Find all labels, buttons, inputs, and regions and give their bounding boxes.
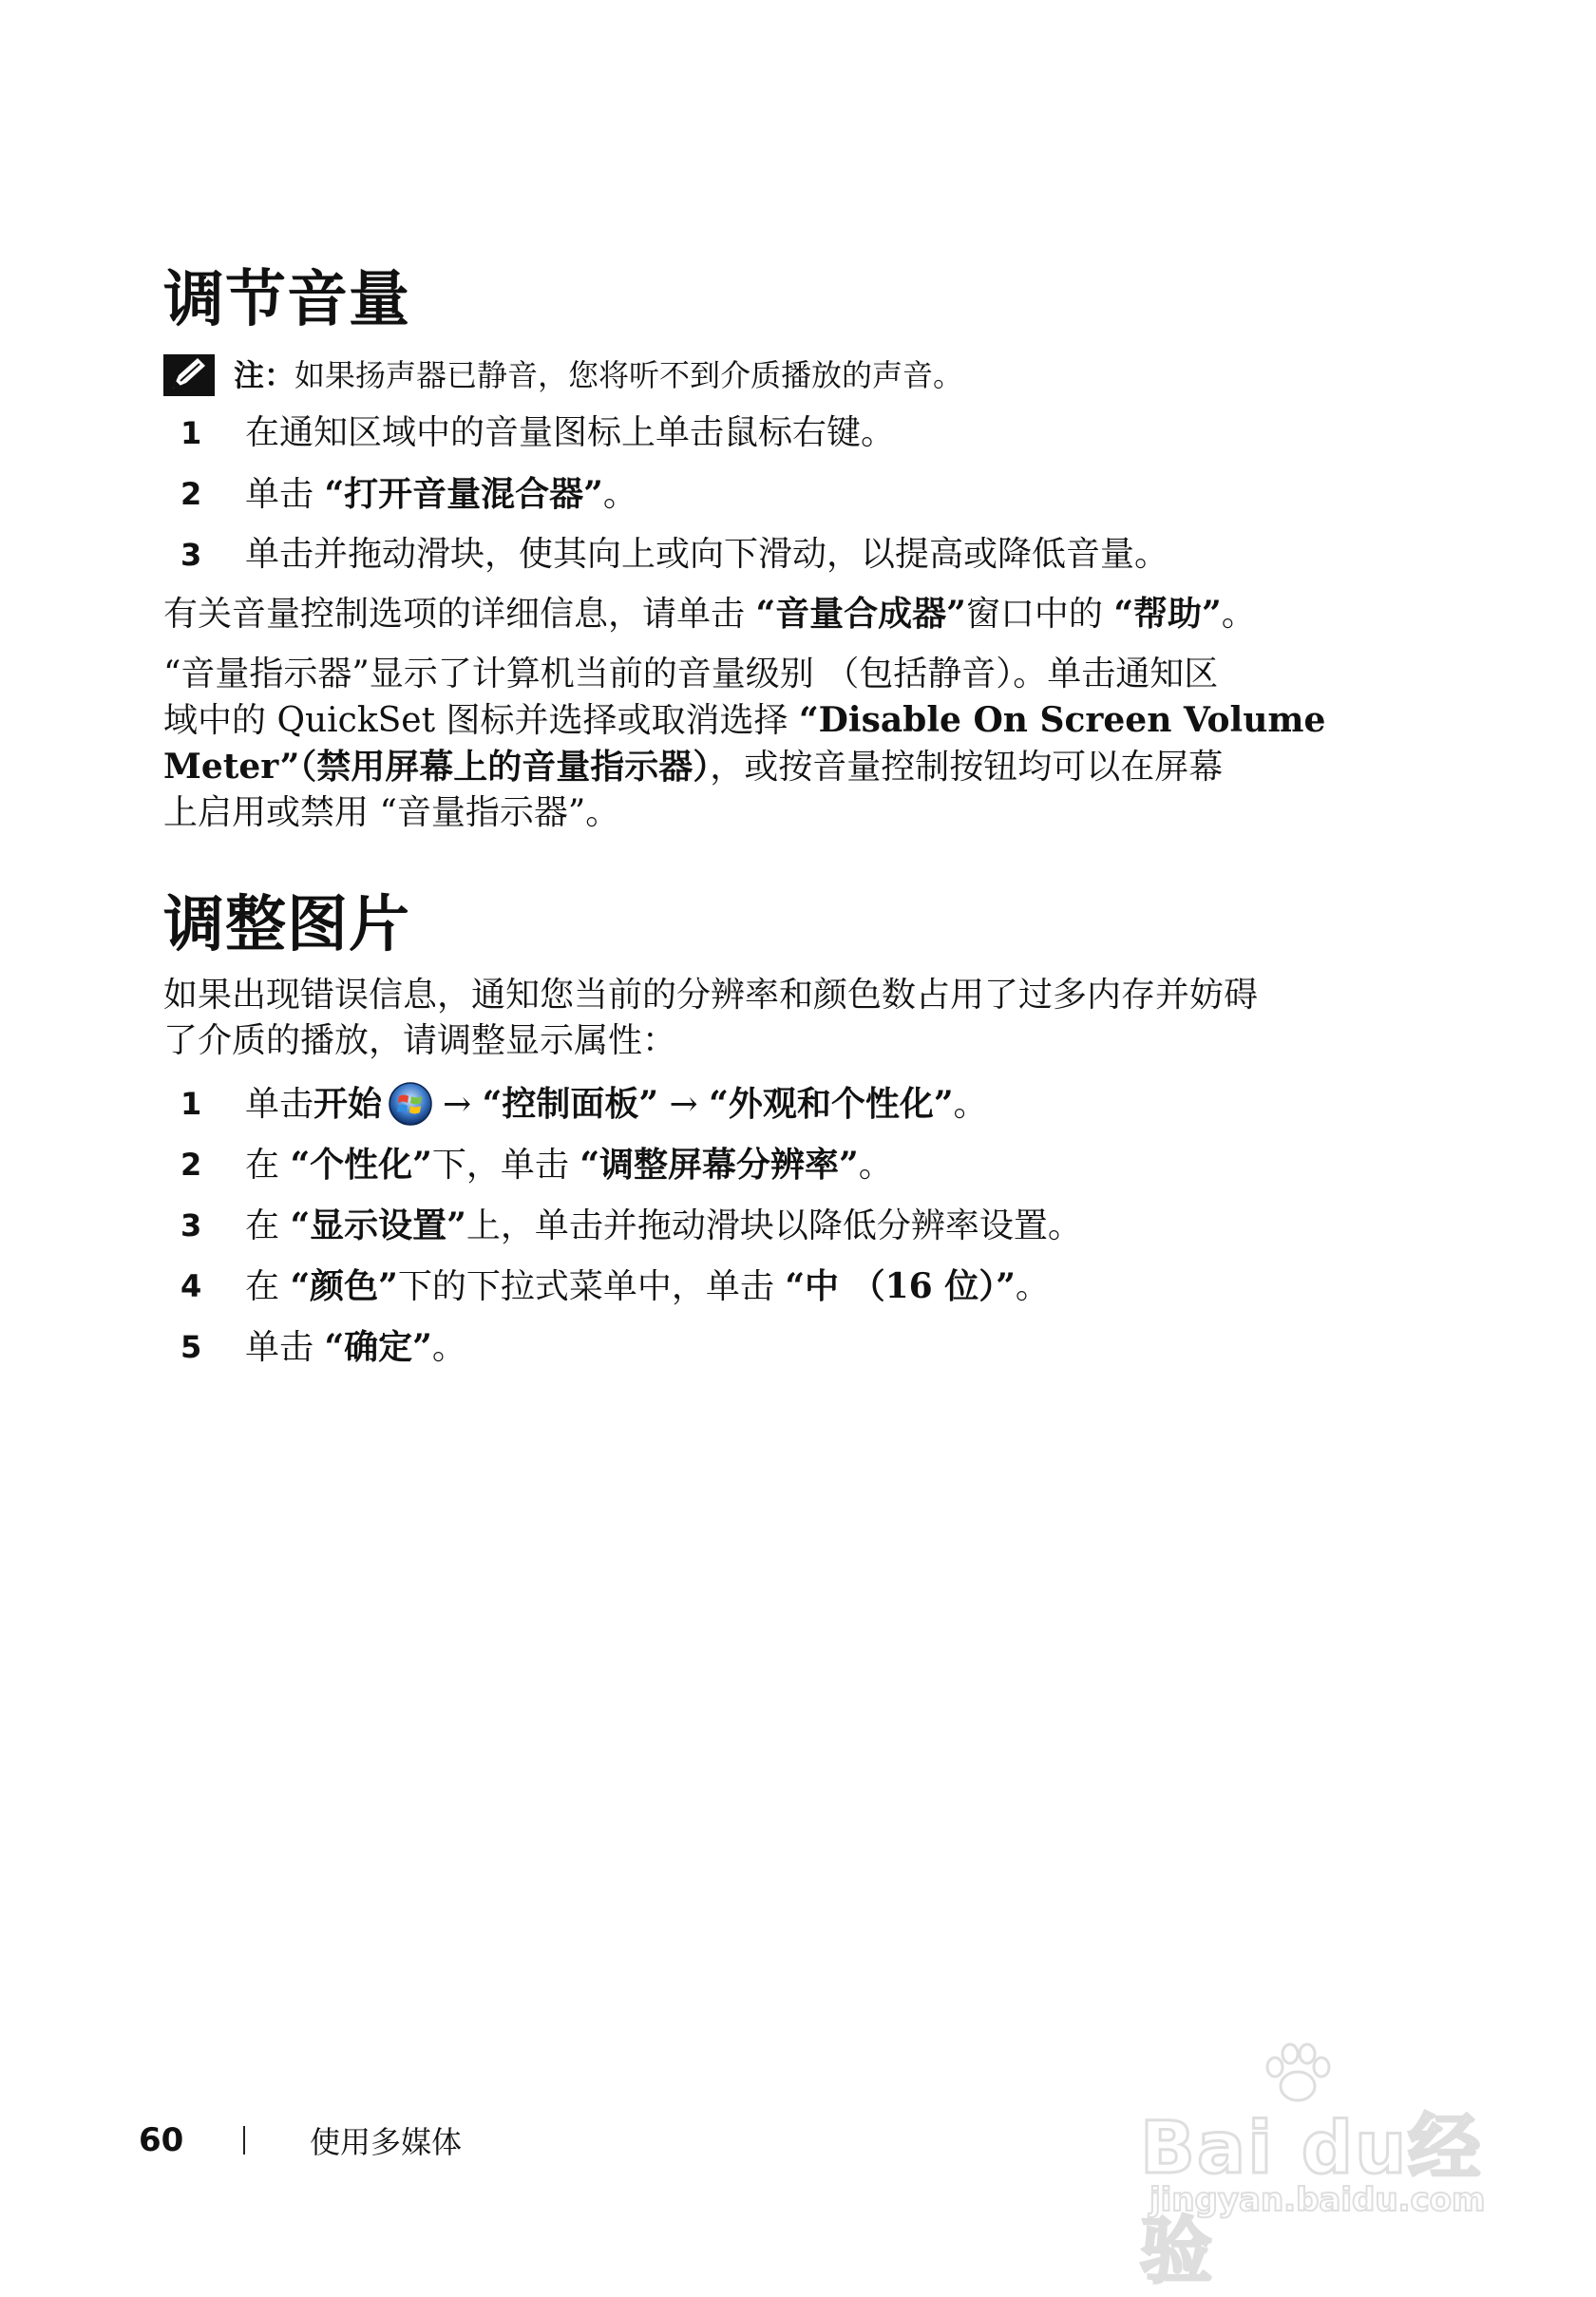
text: 单击	[245, 1084, 314, 1124]
note-label: 注：	[234, 357, 295, 393]
line	[163, 744, 1398, 790]
line: 上启用或禁用 “音量指示器”。	[163, 793, 620, 832]
step-text	[245, 471, 637, 518]
page-footer	[139, 2117, 462, 2164]
step-1	[180, 1079, 988, 1129]
text: 窗口中的	[965, 595, 1114, 634]
step-bold: “打开音量混合器”	[324, 473, 603, 514]
bold-text: Meter”（禁用屏幕上的音量指示器）	[163, 747, 711, 787]
line	[163, 697, 1398, 744]
step-text	[245, 1142, 893, 1188]
step-number: 2	[180, 476, 202, 512]
line: 了介质的播放，请调整显示属性：	[163, 1021, 677, 1060]
bold-text: “音量合成器”	[755, 594, 966, 634]
bold-text: “帮助”	[1113, 594, 1222, 634]
chapter-title: 使用多媒体	[310, 2124, 463, 2160]
step-1	[180, 408, 895, 458]
step-number: 1	[180, 415, 202, 451]
text: 。	[1221, 595, 1256, 634]
step-2	[180, 1140, 893, 1189]
line: “音量指示器”显示了计算机当前的音量级别 （包括静音）。单击通知区	[163, 655, 1219, 693]
step-3	[180, 1201, 1082, 1250]
step-text	[245, 1263, 1050, 1310]
bold-text: “控制面板”	[482, 1083, 659, 1124]
paragraph-volume-help	[163, 591, 1398, 637]
text: 。	[953, 1084, 988, 1124]
bold-text: “中 （16 位）”	[785, 1265, 1016, 1306]
text: 域中的 QuickSet 图标并选择或取消选择	[163, 701, 799, 740]
step-number: 5	[180, 1329, 202, 1365]
arrow-text: →	[443, 1084, 483, 1124]
step-text	[245, 1203, 1082, 1249]
step-4	[180, 1262, 1050, 1311]
paragraph-volume-indicator	[163, 652, 1398, 836]
step-number: 2	[180, 1147, 202, 1183]
step-text: 在通知区域中的音量图标上单击鼠标右键。	[245, 413, 896, 452]
bold-text: 开始	[314, 1083, 383, 1124]
step-number: 1	[180, 1086, 202, 1122]
watermark-brand: Bai du经验	[1140, 2105, 1483, 2293]
bold-text: “Disable On Screen Volume	[798, 700, 1326, 740]
text: 在	[245, 1145, 291, 1185]
line: 如果出现错误信息，通知您当前的分辨率和颜色数占用了过多内存并妨碍	[163, 976, 1259, 1015]
bold-text: “颜色”	[290, 1265, 398, 1306]
text: 上，单击并拖动滑块以降低分辨率设置。	[466, 1205, 1082, 1245]
text: 单击	[245, 1327, 325, 1367]
note-body: 如果扬声器已静音，您将听不到介质播放的声音。	[294, 357, 964, 393]
text: 。	[431, 1327, 466, 1367]
text: 。	[1015, 1266, 1050, 1306]
bold-text: “显示设置”	[290, 1205, 466, 1245]
baidu-watermark	[1129, 2041, 1528, 2293]
step-3	[180, 530, 1168, 579]
step-number: 4	[180, 1268, 202, 1304]
step-text-pre: 单击	[245, 474, 325, 514]
step-5	[180, 1322, 466, 1372]
step-text-post: 。	[602, 474, 637, 514]
windows-start-icon	[388, 1081, 433, 1127]
footer-divider	[243, 2126, 245, 2155]
step-number: 3	[180, 1207, 202, 1243]
bold-text: “确定”	[324, 1326, 432, 1367]
note-text	[234, 354, 963, 396]
paragraph-picture-intro	[163, 973, 1398, 1064]
step-number: 3	[180, 537, 202, 573]
text: 。	[858, 1145, 893, 1185]
step-text	[245, 1324, 466, 1371]
step-2	[180, 469, 637, 519]
text: 下的下拉式菜单中，单击	[397, 1266, 786, 1306]
step-text: 单击并拖动滑块，使其向上或向下滑动，以提高或降低音量。	[245, 535, 1169, 574]
text: 在	[245, 1266, 291, 1306]
text: ，或按音量控制按钮均可以在屏幕	[710, 748, 1224, 787]
step-text	[245, 1081, 988, 1128]
arrow-text: →	[658, 1084, 710, 1124]
text: 下，单击	[431, 1145, 580, 1185]
bold-text: “个性化”	[290, 1144, 432, 1185]
section-title-volume: 调节音量	[163, 265, 410, 335]
watermark-url: jingyan.baidu.com	[1150, 2181, 1486, 2219]
page-number: 60	[139, 2121, 184, 2159]
bold-text: “外观和个性化”	[709, 1083, 954, 1124]
text: 在	[245, 1205, 291, 1245]
text: 有关音量控制选项的详细信息，请单击	[163, 595, 756, 634]
note-box	[163, 351, 963, 399]
pencil-note-icon	[163, 354, 215, 396]
section-title-picture: 调整图片	[163, 890, 410, 960]
bold-text: “调整屏幕分辨率”	[580, 1144, 859, 1185]
